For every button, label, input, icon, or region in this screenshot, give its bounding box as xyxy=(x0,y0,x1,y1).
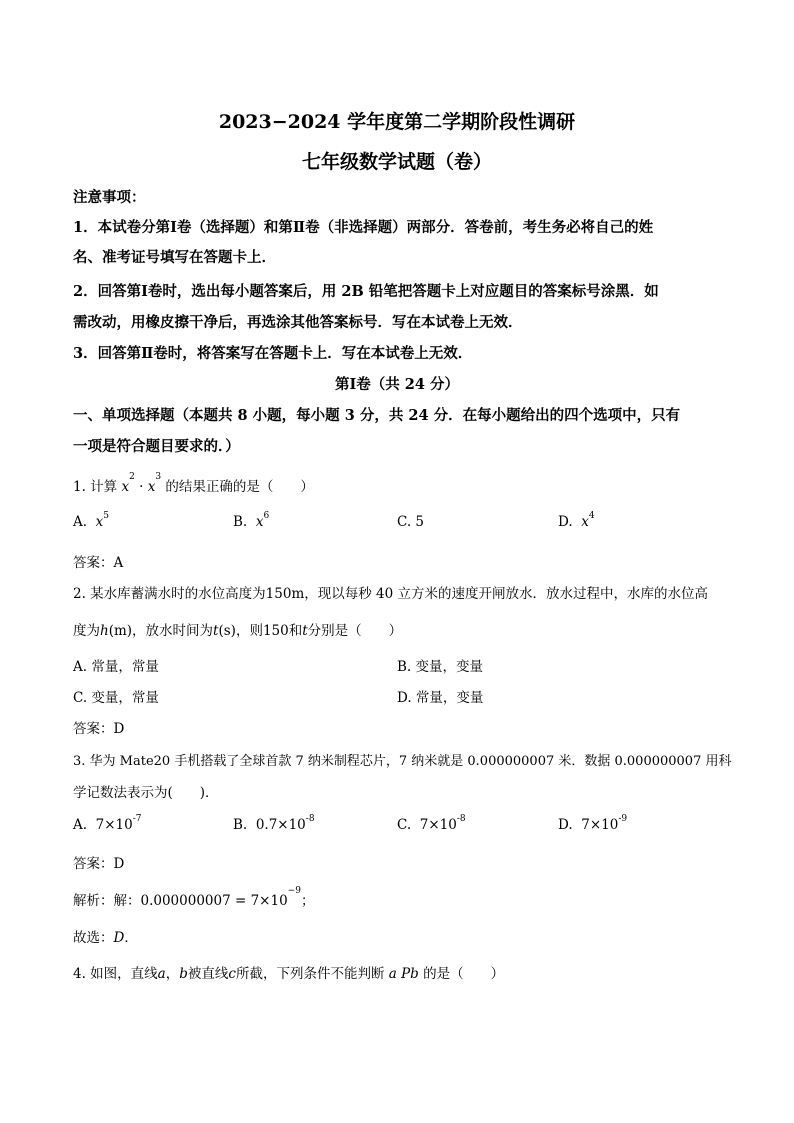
q1-option-a-label: A. xyxy=(73,514,88,530)
q3-analysis xyxy=(73,886,315,909)
notice-line-3: 2．回答第Ⅰ卷时，选出每小题答案后，用 2B 铅笔把答题卡上对应题目的答案标号涂黑．如 xyxy=(73,283,659,300)
q2-line-2 xyxy=(73,619,402,639)
exam-title: 2023−2024 学年度第二学期阶段性调研 xyxy=(218,111,576,133)
notice-line-5: 3．回答第Ⅱ卷时，将答案写在答题卡上．写在本试卷上无效． xyxy=(73,345,473,362)
q3-option-d-label: D. xyxy=(558,817,573,833)
exam-subtitle: 七年级数学试题（卷） xyxy=(301,151,492,173)
q2-text-c: 度为 xyxy=(73,623,100,639)
q3-option-c-base: 7×10 xyxy=(419,817,457,833)
q2-option-c: C. 变量，常量 xyxy=(73,690,159,706)
q4-text-a: 4. 如图，直线 xyxy=(73,966,158,982)
q3-analysis-text: 解析：解：0.000000007 = 7×10 xyxy=(73,893,288,909)
q4-var-a: a xyxy=(157,966,166,982)
q3-option-a xyxy=(73,814,142,833)
notice-line-4: 需改动，用橡皮擦干净后，再选涂其他答案标号．写在本试卷上无效． xyxy=(73,314,523,331)
q1-suffix: 的结果正确的是（ ） xyxy=(165,479,314,495)
q3-option-c xyxy=(397,814,466,833)
notice-heading: 注意事项： xyxy=(73,189,146,206)
q2-text-f: 分别是（ ） xyxy=(307,623,403,639)
q1-option-b xyxy=(233,511,270,530)
q2-var-t-2: t xyxy=(302,623,308,639)
q2-line-1 xyxy=(73,582,708,602)
q1-option-d xyxy=(558,511,595,530)
q3-choose-letter: D xyxy=(113,930,125,946)
q3-choose-end: ． xyxy=(124,930,138,946)
q4-relation: a Pb xyxy=(388,966,419,982)
q2-text-d: ，放水时间为 xyxy=(132,623,214,639)
q1-exp-3: 3 xyxy=(155,472,162,482)
q2-answer: 答案：D xyxy=(73,721,125,737)
q3-option-d-exp: -9 xyxy=(618,814,628,824)
q1-option-b-exp: 6 xyxy=(263,511,270,521)
question-4 xyxy=(73,962,504,982)
q3-line-1: 3. 华为 Mate20 手机搭载了全球首款 7 纳米制程芯片，7 纳米就是 0.000000007 米．数据 0.000000007 用科 xyxy=(73,754,732,769)
q2-unit-s: (s) xyxy=(218,623,236,639)
q1-option-b-x: x xyxy=(255,514,264,530)
q3-option-c-label: C. xyxy=(397,817,412,833)
q3-choose-text: 故选： xyxy=(73,930,114,946)
q3-line-2: 学记数法表示为( )． xyxy=(73,785,219,801)
q3-option-d-base: 7×10 xyxy=(581,817,619,833)
q1-dot: · xyxy=(139,479,144,495)
q1-option-d-label: D. xyxy=(558,514,573,530)
question-1 xyxy=(73,472,314,495)
q1-option-d-x: x xyxy=(581,514,589,530)
q1-option-d-exp: 4 xyxy=(588,511,595,521)
part1-instruction-line-1: 一、单项选择题（本题共 8 小题，每小题 3 分，共 24 分．在每小题给出的四个选项中，只有 xyxy=(73,407,681,424)
q2-height-value: 150m xyxy=(265,586,305,602)
q3-analysis-exp: −9 xyxy=(287,886,301,896)
q3-answer: 答案：D xyxy=(73,856,125,872)
q3-option-b-base: 0.7×10 xyxy=(255,817,306,833)
q1-x2: x xyxy=(147,479,156,495)
q2-option-d: D. 常量，变量 xyxy=(397,690,484,706)
q3-analysis-end: ； xyxy=(300,893,315,909)
q1-answer: 答案：A xyxy=(73,555,124,571)
q1-option-a-x: x xyxy=(95,514,104,530)
q3-option-a-base: 7×10 xyxy=(95,817,133,833)
part1-instruction-line-2: 一项是符合题目要求的．） xyxy=(73,438,240,455)
q1-option-a-exp: 5 xyxy=(103,511,109,521)
q2-text-e: ，则150和 xyxy=(235,623,303,639)
q1-option-c: C. 5 xyxy=(397,514,425,530)
q2-text-b: ，现以每秒 40 立方米的速度开闸放水．放水过程中，水库的水位高 xyxy=(304,586,709,602)
q3-conclusion xyxy=(73,926,138,946)
q1-x1: x xyxy=(121,479,130,495)
q1-exp-2: 2 xyxy=(129,472,135,482)
q3-option-a-label: A. xyxy=(73,817,88,833)
q4-text-d: 所截，下列条件不能判断 xyxy=(235,966,385,982)
q3-option-c-exp: -8 xyxy=(456,814,466,824)
q2-var-h: h xyxy=(100,623,109,639)
q3-option-b xyxy=(233,814,315,833)
q4-text-c: 被直线 xyxy=(187,966,229,982)
section-heading: 第Ⅰ卷（共 24 分） xyxy=(334,376,460,393)
notice-line-2: 名、准考证号填写在答题卡上． xyxy=(73,249,276,266)
q2-option-a: A. 常量，常量 xyxy=(73,659,159,675)
q3-option-d xyxy=(558,814,628,833)
q1-option-a xyxy=(73,511,109,530)
q1-prefix: 1. 计算 xyxy=(73,479,118,495)
q2-var-t: t xyxy=(213,623,219,639)
q1-option-b-label: B. xyxy=(233,514,248,530)
notice-line-1: 1．本试卷分第Ⅰ卷（选择题）和第Ⅱ卷（非选择题）两部分．答卷前，考生务必将自己的姓 xyxy=(73,219,654,236)
q4-text-e: 的是（ ） xyxy=(423,966,505,982)
q3-option-b-exp: -8 xyxy=(305,814,315,824)
q3-option-b-label: B. xyxy=(233,817,248,833)
q2-option-b: B. 变量，变量 xyxy=(397,659,484,675)
q2-unit-m: (m) xyxy=(108,623,133,639)
q4-var-b: b xyxy=(179,966,188,982)
q2-text-a: 2. 某水库蓄满水时的水位高度为 xyxy=(73,586,266,602)
q4-var-c: c xyxy=(228,966,236,982)
q3-option-a-exp: -7 xyxy=(132,814,142,824)
q4-text-b: ， xyxy=(165,966,180,982)
